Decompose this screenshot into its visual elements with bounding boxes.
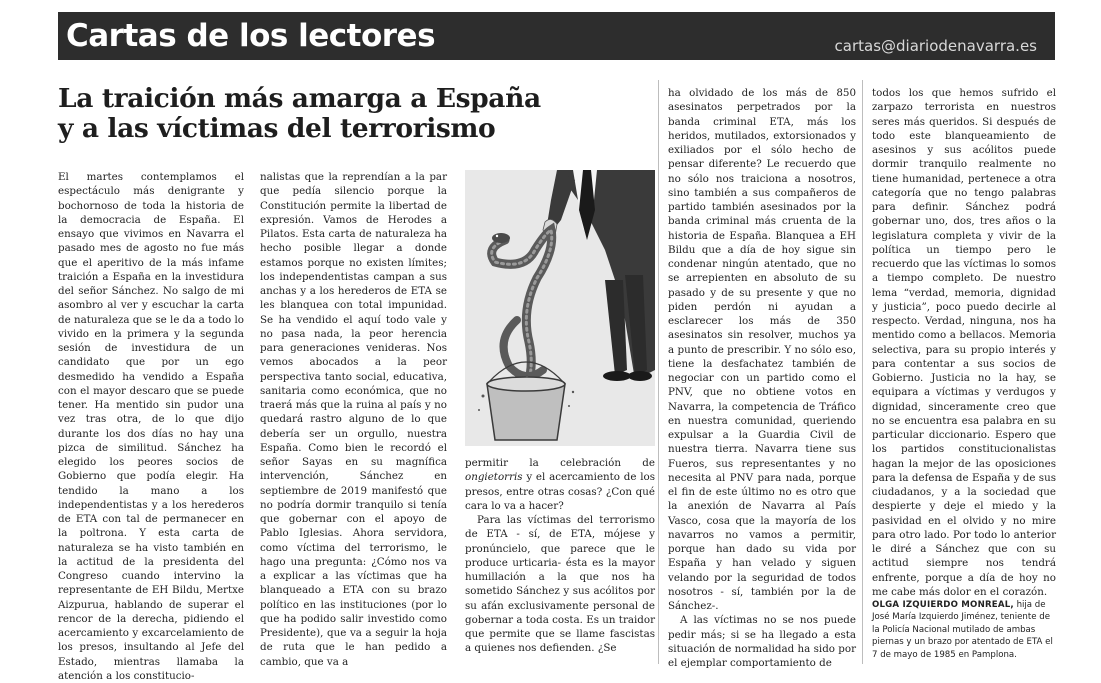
article-column-4 [668, 86, 856, 670]
text-run: y el acercamiento de los presos, entre otras cosas? ¿Con qué cara lo va a hacer? [465, 471, 655, 512]
contact-email[interactable]: cartas@diariodenavarra.es [834, 37, 1037, 55]
paragraph: Para las víctimas del terrorismo de ETA - sí, de ETA, mójese y pronúncielo, que parece que le produce urticaria- ésta es la mayor humillación a la que nos ha sometido Sánchez y sus acólitos por su afán exclusivamente personal de gobernar a toda costa. Es un traidor que permite que se llame fascistas a quienes nos defienden. ¿Se [465, 514, 656, 655]
column-divider [862, 80, 863, 664]
paragraph [465, 456, 655, 513]
emphasis-text: ongietorris [465, 471, 523, 484]
author-signature [872, 599, 1056, 661]
paragraph: nalistas que la reprendían a la par que pedía silencio porque la Constitución permite la libertad de expresión. Vamos de Herodes a Pilatos. Esta carta de naturaleza ha hecho posible llegar a donde estamos porque no existen límites; los independentistas campan a sus anchas y a los herederos de ETA se les blanquea con total impunidad. Se ha vendido el aquí todo vale y no pasa nada, la peor herencia para generaciones venideras. Nos vemos abocados a la peor perspectiva tanto social, educativa, sanitaria como económica, que no traerá más que la ruina al país y no quedará rastro alguno de lo que debería ser un orgullo, nuestra España. Como bien le recordó el señor Sayas en su magnífica intervención, Sánchez en septiembre de 2019 manifestó que no podría dormir tranquilo si tenía que gobernar con el apoyo de Pablo Iglesias. Ahora servidora, como víctima del terrorismo, le hago una pregunta: ¿Cómo nos va a explicar a las víctimas que ha blanqueado a ETA con su brazo político en las instituciones (por lo que ha podido salir investido como Presidente), que va a seguir la hoja de ruta que le han pedido a cambio, que va a [260, 171, 447, 668]
paragraph: El martes contemplamos el espectáculo más denigrante y bochornoso de toda la historia de la democracia de España. El ensayo que vivimos en Navarra el pasado mes de agosto no fue más que el aperitivo de la más infame traición a España en la investidura del señor Sánchez. No salgo de mi asombro al ver y escuchar la carta de naturaleza que se le da a todo lo vivido en la primera y la segunda sesión de investidura de un candidato que por un ego desmedido ha vendido a España con el mayor descaro que se puede tener. Ha mentido sin pudor una vez tras otra, de lo que dijo durante los dos días no hay una pizca de similitud. Sánchez ha elegido los peores socios de Gobierno que podía elegir. Ha tendido la mano a los independentistas y a los herederos de ETA con tal de permanecer en la poltrona. Y esta carta de naturaleza se ha visto también en la actitud de la presidenta del Congreso cuando intervino la representante de EH Bildu, Mertxe Aizpurua, hablando de superar el rencor de la derecha, pidiendo el acercamiento y excarcelamiento de los presos, insultando al Jefe del Estado, mientras llamaba la atención a los constitucio- [58, 171, 244, 682]
author-name: OLGA IZQUIERDO MONREAL, [872, 600, 1014, 610]
author-description: hija de José María Izquierdo Jiménez, teniente de la Policía Nacional mutilado de ambas piernas y un brazo por atentado de ETA el 7 de mayo de 1985 en Pamplona. [872, 600, 1053, 660]
paragraph: todos los que hemos sufrido el zarpazo terrorista en nuestros seres más queridos. Si después de todo este blanqueamiento de asesinos y sus acólitos puede dormir tranquilo realmente no tiene humanidad, pertenece a otra categoría que no tengo palabras para definir. Sánchez podrá gobernar uno, dos, tres años o la legislatura completa y vivir de la política un tiempo pero le recuerdo que las víctimas lo somos a tiempo completo. De nuestro lema “verdad, memoria, dignidad y justicia”, poco puedo decirle al respecto. Verdad, ninguna, nos ha mentido como a bellacos. Memoria selectiva, para su propio interés y para contentar a sus socios de Gobierno. Justicia no la hay, se equipara a víctimas y verdugos y dignidad, sinceramente creo que no se encuentra esa palabra en su particular diccionario. Espero que los partidos constitucionalistas hagan la mejor de las oposiciones para la defensa de España y de sus ciudadanos, y a la sociedad que despierte y deje el miedo y la pasividad en el olvido y no mire para otro lado. Por todo lo anterior le diré a Sánchez que con su actitud siempre nos tendrá enfrente, porque a día de hoy no me cabe más dolor en el corazón. [872, 87, 1056, 598]
section-header [58, 12, 1055, 60]
text-run: permitir la celebración de [465, 457, 655, 469]
illustration-snake-bucket [465, 170, 655, 446]
article-column-3 [465, 456, 655, 656]
section-title: Cartas de los lectores [66, 18, 436, 54]
paragraph: A las víctimas no se nos puede pedir más; si se ha llegado a esta situación de normalidad ha sido por el ejemplar comportamiento de [668, 614, 856, 669]
article-column-2 [260, 170, 447, 669]
article-column-5 [872, 86, 1056, 661]
column-divider [658, 80, 659, 664]
headline-line-1: La traición más amarga a España [58, 83, 541, 114]
headline-line-2: y a las víctimas del terrorismo [58, 113, 496, 144]
article-column-1 [58, 170, 244, 683]
article-headline [58, 84, 618, 144]
paragraph: ha olvidado de los más de 850 asesinatos perpetrados por la banda criminal ETA, más los heridos, mutilados, extorsionados y exiliados por el sólo hecho de pensar diferente? Le recuerdo que no sólo nos traiciona a nosotros, sino también a sus compañeros de partido también asesinados por la banda criminal más cruenta de la historia de España. Blanquea a EH Bildu que a día de hoy sigue sin condenar ningún atentado, que no se arrepienten en absoluto de su pasado y de su presente y que no piden perdón ni ayudan a esclarecer los más de 350 asesinatos sin resolver, muchos ya a punto de prescribir. Y no sólo eso, tiene la desfachatez también de negociar con un partido como el PNV, que no obtiene votos en Navarra, la competencia de Tráfico en nuestra comunidad, queriendo expulsar a la Guardia Civil de nuestra tierra. Navarra tiene sus Fueros, sus representantes y no necesita al PNV para nada, porque el fin de este último no es otro que la anexión de Navarra al País Vasco, cosa que la mayoría de los navarros no vamos a permitir, porque han dado su vida por España y han velado y siguen velando por la seguridad de todos nosotros - sí, también por la de Sánchez-. [668, 87, 856, 612]
